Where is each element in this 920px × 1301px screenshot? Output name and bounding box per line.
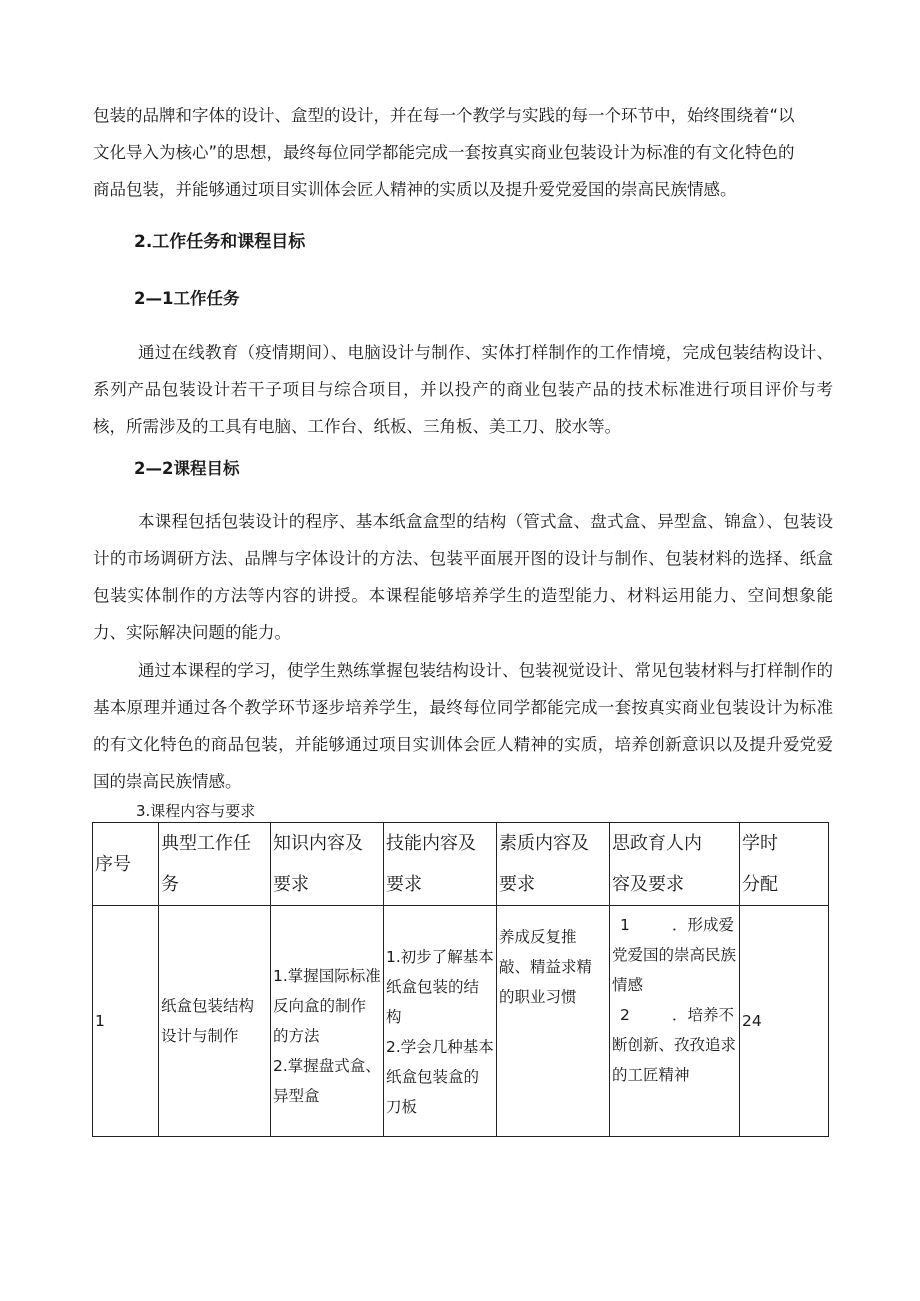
cell-no: 1 — [93, 906, 159, 1137]
cell-ideology: 1 ．形成爱 党爱国的崇高民族情感 2 ．培养不 断创新、孜孜追求的工匠精神 — [610, 906, 740, 1137]
course-goal-paragraph-1: 本课程包括包装设计的程序、基本纸盒盒型的结构（管式盒、盘式盒、异型盒、锦盒）、包装设计的市场调研方法、品牌与字体设计的方法、包装平面展开图的设计与制作、包装材料的选择、纸盒包装实体制作的方法等内容的讲授。本课程能够培养学生的造型能力、材料运用能力、空间想象能力、实际解决问题的能力。 — [93, 512, 833, 642]
section-2-heading: 2.工作任务和课程目标 — [134, 232, 306, 252]
intro-line-3: 商品包装，并能够通过项目实训体会匠人精神的实质以及提升爱党爱国的崇高民族情感。 — [93, 180, 737, 199]
course-goal-paragraph-2: 通过本课程的学习，使学生熟练掌握包装结构设计、包装视觉设计、常见包装材料与打样制作的基本原理并通过各个教学环节逐步培养学生，最终每位同学都能完成一套按真实商业包装设计为标准的有文化特色的商品包装，并能够通过项目实训体会匠人精神的实质，培养创新意识以及提升爱党爱国的崇高民族情感。 — [93, 661, 833, 791]
work-task-paragraph: 通过在线教育（疫情期间）、电脑设计与制作、实体打样制作的工作情境，完成包装结构设计、系列产品包装设计若干子项目与综合项目，并以投产的商业包装产品的技术标准进行项目评价与考核，所需涉及的工具有电脑、工作台、纸板、三角板、美工刀、胶水等。 — [93, 343, 833, 436]
section-2-2-heading: 2—2课程目标 — [134, 459, 240, 478]
table-row — [93, 906, 829, 1137]
cell-knowledge: 1.掌握国际标准反向盒的制作的方法 2.掌握盘式盒、异型盒 — [271, 906, 384, 1137]
course-content-table — [92, 822, 829, 1137]
header-hours: 学时 分配 — [740, 823, 829, 906]
header-quality: 素质内容及 要求 — [497, 823, 610, 906]
section-3-heading: 3.课程内容与要求 — [136, 802, 256, 820]
table-header-row — [93, 823, 829, 906]
header-ideology: 思政育人内 容及要求 — [610, 823, 740, 906]
header-knowledge: 知识内容及 要求 — [271, 823, 384, 906]
header-skill: 技能内容及 要求 — [384, 823, 497, 906]
intro-line-1: 包装的品牌和字体的设计、盒型的设计，并在每一个教学与实践的每一个环节中，始终围绕着“以 — [93, 106, 795, 125]
intro-line-2: 文化导入为核心”的思想，最终每位同学都能完成一套按真实商业包装设计为标准的有文化特色的 — [93, 143, 795, 162]
section-2-1-heading: 2—1工作任务 — [134, 289, 240, 308]
cell-hours: 24 — [740, 906, 829, 1137]
header-task: 典型工作任 务 — [159, 823, 271, 906]
cell-quality: 养成反复推敲、精益求精的职业习惯 — [497, 906, 610, 1137]
header-no: 序号 — [93, 823, 159, 906]
cell-skill: 1.初步了解基本纸盒包装的结构 2.学会几种基本纸盒包装盒的刀板 — [384, 906, 497, 1137]
cell-task: 纸盒包装结构设计与制作 — [159, 906, 271, 1137]
intro-paragraph — [93, 97, 833, 208]
ideology-item-2-number: 2 — [620, 1006, 630, 1024]
ideology-item-1-number: 1 — [620, 916, 630, 934]
